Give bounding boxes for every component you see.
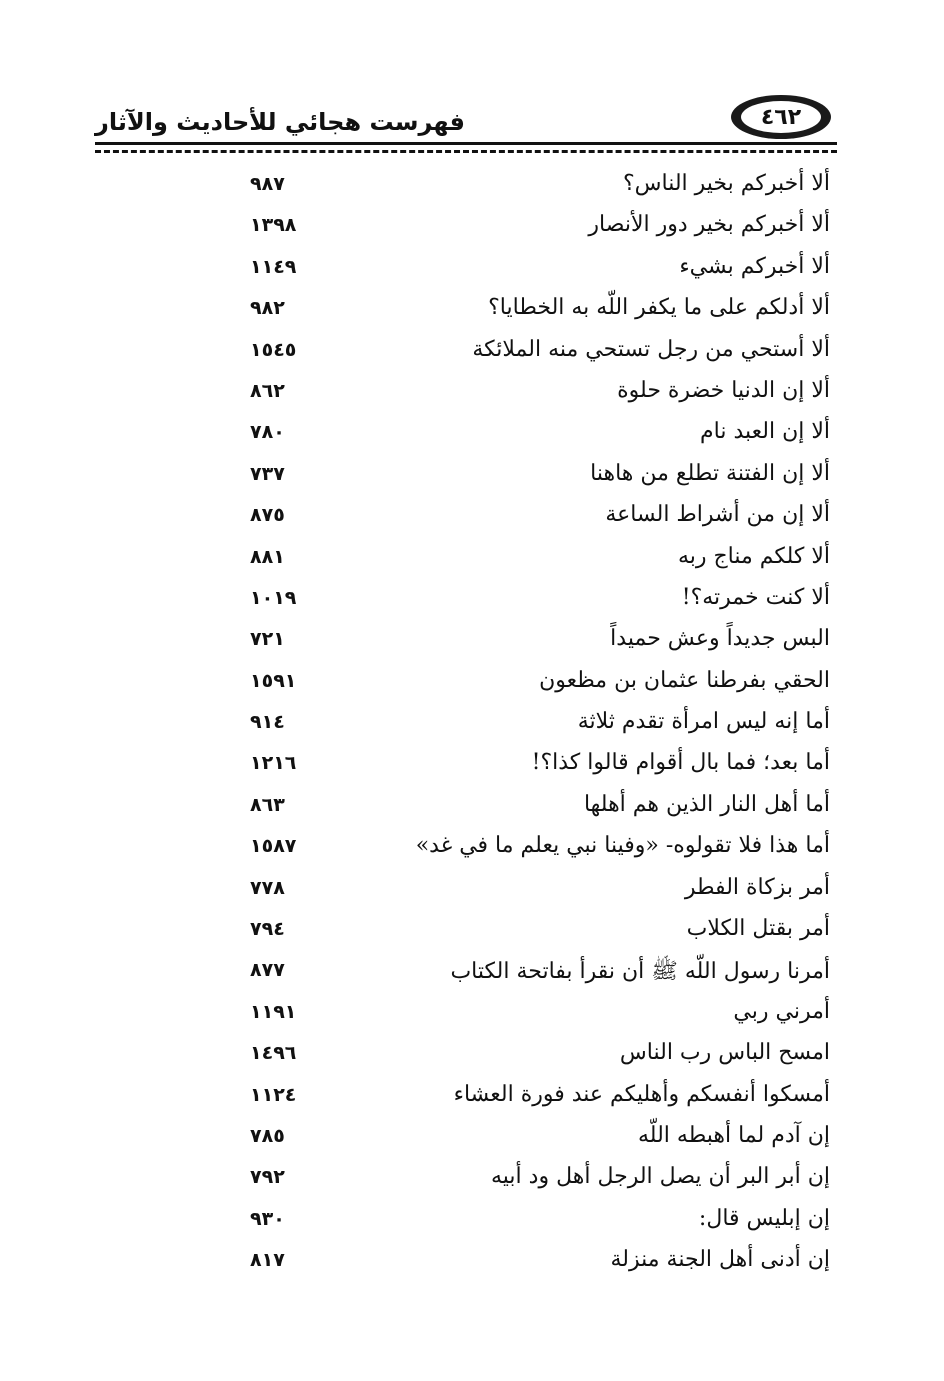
index-entry [200, 167, 840, 208]
index-entry [200, 953, 840, 994]
index-entry [200, 788, 840, 829]
page-header [95, 92, 835, 140]
index-entry [200, 829, 840, 870]
index-list [200, 167, 840, 1285]
index-entry [200, 1078, 840, 1119]
entry-text: أما إنه ليس امرأة تقدم ثلاثة [577, 709, 830, 735]
entry-page-number: ٩٨٢ [250, 297, 285, 320]
index-entry [200, 871, 840, 912]
entry-page-number: ٨٨١ [250, 545, 285, 568]
entry-text: ألا إن العبد نام [700, 419, 830, 445]
entry-page-number: ١٢١٦ [250, 752, 297, 775]
index-entry [200, 912, 840, 953]
entry-text: ألا أدلكم على ما يكفر اللّه به الخطايا؟ [488, 295, 830, 321]
entry-text: ألا إن من أشراط الساعة [605, 502, 830, 528]
header-rule [95, 142, 837, 145]
index-entry [200, 1119, 840, 1160]
entry-text: إن أبر البر أن يصل الرجل أهل ود أبيه [491, 1164, 830, 1190]
entry-text: أمرنا رسول اللّه ﷺ أن نقرأ بفاتحة الكتاب [450, 959, 830, 985]
entry-text: ألا أخبركم بخير دور الأنصار [588, 212, 830, 238]
entry-text: أما أهل النار الذين هم أهلها [583, 791, 830, 817]
index-entry [200, 1243, 840, 1284]
entry-text: ألا أستحي من رجل تستحي منه الملائكة [472, 336, 830, 362]
entry-text: إن أدنى أهل الجنة منزلة [610, 1247, 830, 1273]
entry-text: امسح الباس رب الناس [619, 1040, 830, 1066]
page-number: ٤٦٢ [741, 101, 821, 133]
index-entry [200, 208, 840, 249]
index-entry [200, 333, 840, 374]
entry-page-number: ٨٧٧ [250, 959, 285, 982]
entry-page-number: ٧٧٨ [250, 876, 285, 899]
entry-page-number: ١٥٤٥ [250, 338, 297, 361]
index-entry [200, 705, 840, 746]
entry-text: إن آدم لما أهبطه اللّه [638, 1122, 830, 1148]
entry-page-number: ٧٩٤ [250, 918, 285, 941]
index-entry [200, 746, 840, 787]
entry-text: ألا أخبركم بخير الناس؟ [622, 171, 830, 196]
entry-text: أمر بزكاة الفطر [684, 874, 830, 900]
header-dashed-rule [95, 150, 837, 153]
entry-text: أمسكوا أنفسكم وأهليكم عند فورة العشاء [453, 1081, 830, 1107]
entry-text: أما بعد؛ فما بال أقوام قالوا كذا؟! [531, 750, 830, 776]
entry-text: ألا إن الفتنة تطلع من هاهنا [590, 460, 830, 486]
entry-page-number: ١٥٩١ [250, 669, 297, 692]
index-entry [200, 291, 840, 332]
index-entry [200, 498, 840, 539]
entry-page-number: ١١٩١ [250, 1000, 297, 1023]
index-entry [200, 581, 840, 622]
index-entry [200, 1202, 840, 1243]
entry-page-number: ٨١٧ [250, 1249, 285, 1272]
index-entry [200, 995, 840, 1036]
entry-page-number: ٨٧٥ [250, 504, 285, 527]
entry-text: إن إبليس قال: [698, 1205, 830, 1231]
entry-page-number: ٧٢١ [250, 628, 285, 651]
entry-text: أما هذا فلا تقولوه- «وفينا نبي يعلم ما في غد» [415, 833, 830, 859]
entry-text: ألا كلكم مناج ربه [677, 543, 830, 569]
entry-page-number: ١٥٨٧ [250, 835, 297, 858]
entry-text: ألا كنت خمرته؟! [681, 584, 830, 610]
entry-text: البس جديداً وعش حميداً [610, 626, 830, 652]
entry-page-number: ٩١٤ [250, 711, 285, 734]
entry-page-number: ٨٦٢ [250, 379, 285, 402]
entry-page-number: ٧٨٥ [250, 1124, 285, 1147]
page-title: فهرست هجائي للأحاديث والآثار [95, 108, 465, 136]
entry-page-number: ٧٩٢ [250, 1166, 285, 1189]
entry-page-number: ٩٣٠ [250, 1207, 285, 1230]
page-number-badge [731, 95, 831, 139]
index-entry [200, 1036, 840, 1077]
entry-text: أمرني ربي [733, 998, 830, 1024]
entry-page-number: ٨٦٣ [250, 793, 285, 816]
entry-page-number: ١١٤٩ [250, 255, 297, 278]
index-entry [200, 622, 840, 663]
index-entry [200, 415, 840, 456]
entry-page-number: ١٤٩٦ [250, 1042, 297, 1065]
entry-page-number: ٧٣٧ [250, 462, 285, 485]
index-entry [200, 250, 840, 291]
index-entry [200, 540, 840, 581]
index-entry [200, 374, 840, 415]
entry-text: ألا أخبركم بشيء [679, 253, 830, 279]
entry-text: ألا إن الدنيا خضرة حلوة [617, 377, 830, 403]
index-entry [200, 664, 840, 705]
entry-page-number: ٩٨٧ [250, 173, 285, 195]
index-entry [200, 1160, 840, 1201]
entry-page-number: ٧٨٠ [250, 421, 285, 444]
entry-page-number: ١٠١٩ [250, 586, 297, 609]
entry-page-number: ١١٢٤ [250, 1083, 297, 1106]
entry-text: أمر بقتل الكلاب [686, 916, 830, 942]
entry-text: الحقي بفرطنا عثمان بن مظعون [539, 667, 830, 693]
entry-page-number: ١٣٩٨ [250, 214, 297, 237]
index-entry [200, 457, 840, 498]
